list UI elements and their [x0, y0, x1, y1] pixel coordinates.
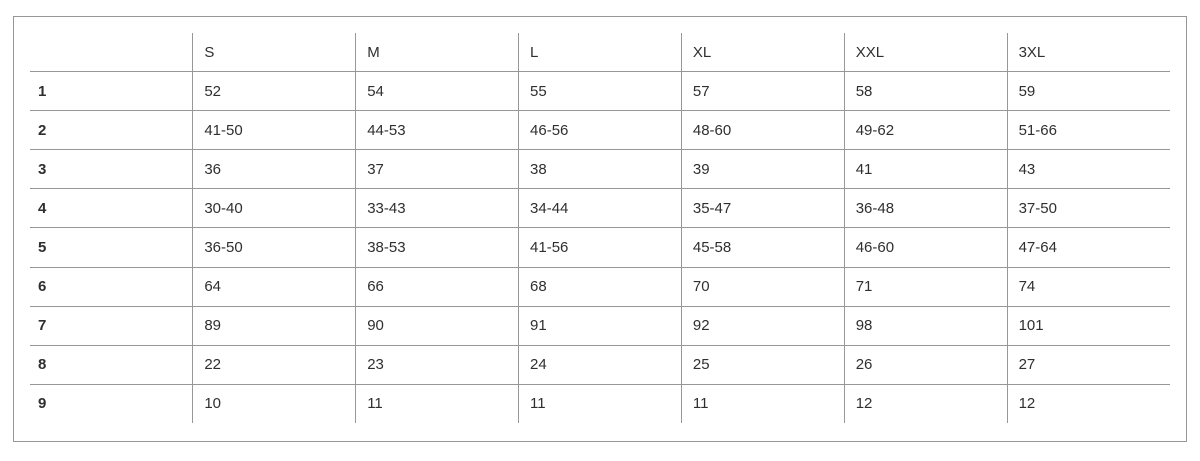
- table-cell: 74: [1007, 267, 1170, 306]
- table-cell: 38: [519, 150, 682, 189]
- table-cell: 58: [844, 72, 1007, 111]
- table-cell: 30-40: [193, 189, 356, 228]
- row-label: 1: [30, 72, 193, 111]
- table-row: [30, 189, 1170, 228]
- table-cell: 36-50: [193, 228, 356, 267]
- table-cell: 98: [844, 306, 1007, 345]
- table-cell: 12: [844, 384, 1007, 423]
- table-cell: 11: [356, 384, 519, 423]
- table-cell: 48-60: [681, 111, 844, 150]
- column-header-3xl: 3XL: [1007, 33, 1170, 72]
- table-row: [30, 72, 1170, 111]
- size-table: [30, 33, 1170, 423]
- table-cell: 39: [681, 150, 844, 189]
- column-header-xxl: XXL: [844, 33, 1007, 72]
- table-cell: 51-66: [1007, 111, 1170, 150]
- table-row: [30, 306, 1170, 345]
- table-cell: 55: [519, 72, 682, 111]
- table-cell: 27: [1007, 345, 1170, 384]
- table-cell: 41-50: [193, 111, 356, 150]
- table-cell: 34-44: [519, 189, 682, 228]
- table-cell: 36-48: [844, 189, 1007, 228]
- table-cell: 101: [1007, 306, 1170, 345]
- table-cell: 35-47: [681, 189, 844, 228]
- table-cell: 41: [844, 150, 1007, 189]
- table-cell: 47-64: [1007, 228, 1170, 267]
- table-cell: 25: [681, 345, 844, 384]
- table-cell: 10: [193, 384, 356, 423]
- column-header-s: S: [193, 33, 356, 72]
- table-cell: 12: [1007, 384, 1170, 423]
- corner-cell: [30, 33, 193, 72]
- table-cell: 41-56: [519, 228, 682, 267]
- table-cell: 11: [681, 384, 844, 423]
- row-label: 7: [30, 306, 193, 345]
- row-label: 2: [30, 111, 193, 150]
- table-cell: 66: [356, 267, 519, 306]
- row-label: 9: [38, 395, 47, 413]
- table-cell: 90: [356, 306, 519, 345]
- row-label: 3: [30, 150, 193, 189]
- row-label: 4: [30, 189, 193, 228]
- table-row: [30, 111, 1170, 150]
- table-cell: 36: [193, 150, 356, 189]
- table-cell: 37-50: [1007, 189, 1170, 228]
- table-cell: 91: [519, 306, 682, 345]
- table-cell: 54: [356, 72, 519, 111]
- table-header-row: [30, 33, 1170, 72]
- table-cell: 71: [844, 267, 1007, 306]
- table-cell: 45-58: [681, 228, 844, 267]
- table-cell: 26: [844, 345, 1007, 384]
- table-cell: 92: [681, 306, 844, 345]
- table-cell: 24: [519, 345, 682, 384]
- table-cell: 70: [681, 267, 844, 306]
- table-cell: 44-53: [356, 111, 519, 150]
- row-label: 6: [30, 267, 193, 306]
- column-header-l: L: [519, 33, 682, 72]
- row-label: 5: [30, 228, 193, 267]
- table-cell: 46-56: [519, 111, 682, 150]
- table-cell: 43: [1007, 150, 1170, 189]
- table-cell: 38-53: [356, 228, 519, 267]
- column-header-xl: XL: [681, 33, 844, 72]
- table-row: [30, 384, 1170, 423]
- column-header-m: M: [356, 33, 519, 72]
- table-row: [30, 228, 1170, 267]
- table-cell: 52: [193, 72, 356, 111]
- table-cell: 11: [519, 384, 682, 423]
- table-cell: 59: [1007, 72, 1170, 111]
- table-cell: 33-43: [356, 189, 519, 228]
- table-cell: 89: [193, 306, 356, 345]
- size-table-frame: [13, 16, 1187, 442]
- table-cell: 22: [193, 345, 356, 384]
- table-row: [30, 150, 1170, 189]
- row-label: 8: [30, 345, 193, 384]
- table-cell: 68: [519, 267, 682, 306]
- table-cell: 64: [193, 267, 356, 306]
- table-cell: 37: [356, 150, 519, 189]
- table-cell: 57: [681, 72, 844, 111]
- table-cell: 23: [356, 345, 519, 384]
- table-row: [30, 267, 1170, 306]
- table-row: [30, 345, 1170, 384]
- table-cell: 49-62: [844, 111, 1007, 150]
- table-cell: 46-60: [844, 228, 1007, 267]
